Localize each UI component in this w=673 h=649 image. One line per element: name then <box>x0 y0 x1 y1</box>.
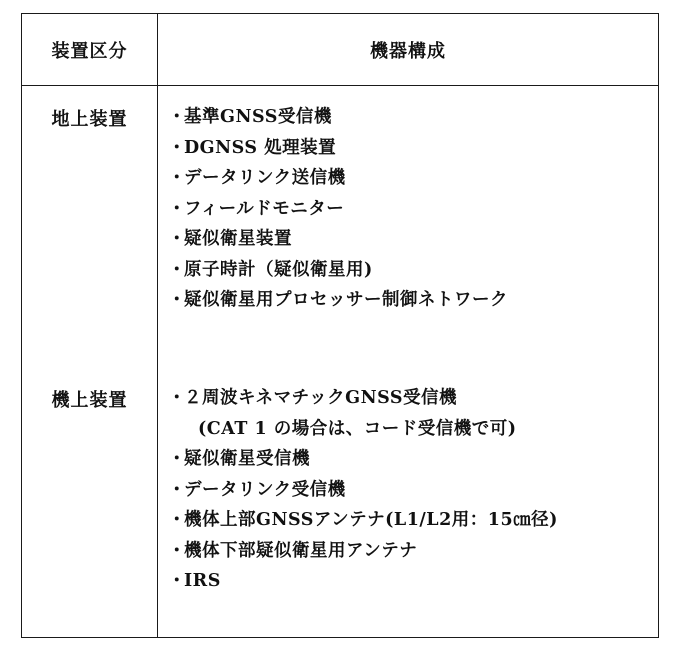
list-item: ・データリンク送信機 <box>168 163 648 194</box>
list-item: ・疑似衛星装置 <box>168 224 648 255</box>
bullet: ・ <box>168 259 186 280</box>
list-item: ・データリンク受信機 <box>168 475 648 506</box>
ground-item-list <box>168 102 648 316</box>
list-item: ・基準GNSS受信機 <box>168 102 648 133</box>
header-divider <box>22 85 658 86</box>
bullet: ・ <box>168 449 186 469</box>
list-item: ・原子時計（疑似衛星用) <box>168 255 648 286</box>
bullet: ・ <box>168 479 186 500</box>
bullet: ・ <box>168 510 186 530</box>
header-configuration: 機器構成 <box>370 40 446 62</box>
list-item: ・機体上部GNSSアンテナ(L1/L2用：15㎝径) <box>168 505 648 536</box>
bullet: ・ <box>168 571 186 591</box>
bullet: ・ <box>168 198 186 219</box>
list-item: ・疑似衛星受信機 <box>168 444 648 475</box>
list-item: ・IRS <box>168 566 648 597</box>
header-category: 装置区分 <box>51 40 128 62</box>
list-item: ・２周波キネマチックGNSS受信機 <box>168 383 648 414</box>
column-divider <box>157 14 158 637</box>
category-onboard: 機上装置 <box>51 390 128 411</box>
bullet: ・ <box>168 388 186 408</box>
bullet: ・ <box>168 168 186 188</box>
category-ground: 地上装置 <box>51 109 128 130</box>
list-item: ・疑似衛星用プロセッサー制御ネトワーク <box>168 285 648 316</box>
list-item: ・機体下部疑似衛星用アンテナ <box>168 536 648 567</box>
list-item: ・DGNSS 処理装置 <box>168 133 648 164</box>
bullet: ・ <box>168 290 186 310</box>
onboard-item-list <box>168 383 648 597</box>
bullet: ・ <box>168 107 186 127</box>
list-item-continuation: (CAT 1 の場合は、コード受信機で可) <box>198 418 517 439</box>
bullet: ・ <box>168 137 186 158</box>
bullet: ・ <box>168 229 186 249</box>
equipment-table <box>21 13 659 638</box>
list-item: ・フィールドモニター <box>168 194 648 225</box>
bullet: ・ <box>168 540 186 561</box>
